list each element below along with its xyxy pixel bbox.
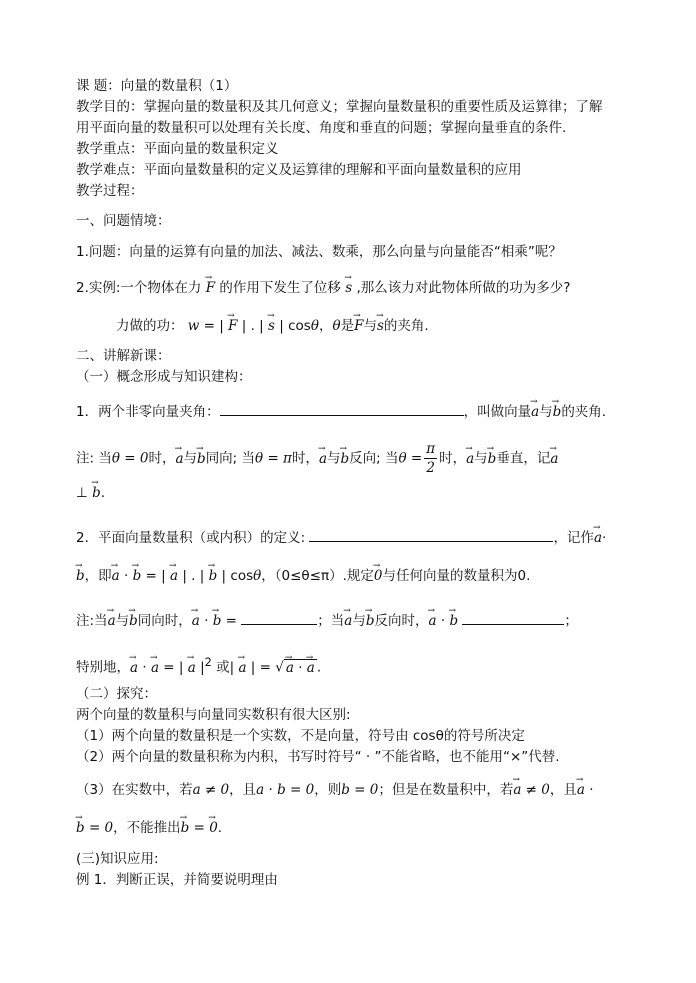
note-part: 与 — [115, 613, 130, 629]
note-part: 与 — [327, 450, 341, 467]
special-part: | — [195, 659, 205, 676]
vector-a: → a — [550, 449, 558, 469]
aims-text-1: 掌握向量的数量积及其几何意义；掌握向量数量积的重要性质及运算律；了解 — [143, 99, 603, 115]
key-point-text: 平面向量的数量积定义 — [143, 141, 279, 157]
fill-blank[interactable] — [220, 401, 464, 416]
definition-1 — [76, 401, 644, 422]
definition-part: ，（0≤θ≤π）.规定 — [261, 568, 374, 584]
point-3 — [76, 780, 644, 800]
point-2 — [76, 747, 644, 767]
math-expression: b = 0 — [341, 782, 379, 798]
aims-text-2: 用平面向量的数量积可以处理有关长度、角度和垂直的问题；掌握向量垂直的条件. — [76, 120, 567, 136]
vector-a: → a — [319, 449, 327, 469]
section-2-heading — [76, 346, 644, 366]
note-part: 注: 当 — [76, 450, 112, 467]
key-point-line — [76, 139, 644, 159]
subsection-1-title: （一）概念形成与知识建构： — [76, 369, 252, 385]
vector-b: → b — [449, 611, 458, 631]
vector-a: → a — [175, 449, 183, 469]
work-formula — [116, 316, 644, 336]
vector-a: → a — [513, 780, 521, 800]
note-part: . — [100, 485, 106, 501]
key-point-label: 教学重点： — [76, 141, 144, 157]
note-1-continued — [76, 483, 644, 503]
question-2-part: ,那么该力对此物体所做的功为多少? — [356, 280, 571, 296]
theta-symbol: θ — [310, 318, 319, 334]
note-2 — [76, 610, 644, 631]
definition-part: | cos — [217, 568, 254, 584]
math-expression: = — [189, 820, 210, 836]
definition-part: ，即 — [84, 568, 112, 584]
note-part: 时， — [291, 450, 319, 467]
definition-part: 与任何向量的数量积为0. — [382, 568, 531, 584]
point-3-part: ，不能推出 — [113, 820, 181, 836]
special-part: 或| — [211, 659, 239, 676]
vector-a: → a — [170, 566, 178, 586]
topic-label: 课 题： — [76, 78, 121, 94]
definition-part: · — [119, 568, 133, 584]
formula-part: | cos — [274, 318, 311, 334]
vector-b: → b — [341, 449, 350, 469]
vector-a: → a — [130, 658, 138, 678]
note-part: ； — [564, 613, 578, 629]
subsection-2-heading — [76, 684, 644, 704]
fraction-denominator: 2 — [426, 460, 435, 476]
definition-part: 1．两个非零向量夹角： — [76, 404, 220, 420]
math-expression: a · b = 0 — [256, 782, 315, 798]
note-part: 时， — [148, 450, 176, 467]
theta-symbol: θ — [332, 318, 341, 334]
formula-part: 与 — [363, 318, 377, 334]
formula-part: = | — [199, 318, 229, 334]
section-1-title: 一、问题情境： — [76, 213, 171, 229]
vector-b: → b — [92, 483, 101, 503]
vector-f: → F — [228, 316, 237, 336]
vector-s: → s — [345, 278, 352, 298]
note-1 — [76, 440, 644, 477]
math-expression: ≠ 0 — [521, 782, 550, 798]
question-2-part: 的作用下发生了位移 — [219, 280, 341, 296]
vector-a: → a — [594, 528, 602, 548]
definition-part: 的夹角. — [561, 404, 607, 420]
note-part: 与 — [352, 613, 366, 629]
zero-vector: → 0 — [209, 818, 218, 838]
example-1 — [76, 870, 644, 890]
topic-line — [76, 76, 644, 96]
note-part: 与 — [474, 450, 488, 467]
vector-a: → a — [108, 611, 116, 631]
question-1 — [76, 242, 644, 262]
vector-s: → s — [268, 316, 275, 336]
formula-part: 是 — [340, 318, 355, 334]
vector-b: → b — [213, 611, 222, 631]
theta-symbol: θ — [253, 568, 262, 584]
point-3-part: ，且 — [549, 782, 577, 798]
definition-part: ，记作 — [553, 530, 594, 546]
vector-a: → a — [344, 611, 352, 631]
process-text: 教学过程： — [76, 183, 144, 199]
aims-line-1 — [76, 97, 644, 117]
note-part: 与 — [183, 450, 198, 467]
note-part: 注:当 — [76, 613, 108, 629]
vector-a: → a — [577, 780, 585, 800]
math-expression: = 0 — [84, 820, 114, 836]
vector-b: → b — [553, 402, 562, 422]
pi-over-two-fraction — [424, 440, 437, 477]
zero-vector: → 0 — [374, 566, 383, 586]
math-expression: θ = — [398, 450, 423, 467]
formula-part: 的夹角. — [383, 318, 429, 334]
note-part: 同向时， — [137, 613, 192, 629]
note-part: 垂直，记 — [496, 450, 551, 467]
point-1 — [76, 726, 644, 746]
vector-s: → s — [377, 316, 384, 336]
definition-part: | . | — [178, 568, 209, 584]
question-2 — [76, 278, 644, 298]
explore-intro — [76, 705, 644, 725]
note-part: 反向; 当 — [349, 450, 399, 467]
definition-2: 2．平面向量数量积（或内积）的定义: ，记作→ a· — [76, 527, 644, 548]
example-1-text: 例 1．判断正误，并简要说明理由 — [76, 872, 278, 888]
fill-blank[interactable] — [462, 610, 564, 625]
vector-a: → a — [307, 658, 315, 678]
vector-a: → a — [429, 611, 437, 631]
vector-a: → a — [151, 658, 159, 678]
vector-b: → b — [197, 449, 206, 469]
vector-b: → b — [76, 566, 85, 586]
topic-text: 向量的数量积（1） — [120, 78, 238, 94]
special-part: · — [138, 659, 151, 676]
subsection-1-heading — [76, 367, 644, 387]
point-3-part: ，则 — [314, 782, 342, 798]
vector-a: → a — [531, 402, 539, 422]
note-part: ；当 — [317, 613, 345, 629]
formula-part: | . | — [237, 318, 269, 334]
math-expression: a ≠ 0 — [192, 782, 230, 798]
vector-a: → a — [238, 658, 246, 678]
special-part: . — [316, 659, 322, 676]
subsection-2-title: （二）探究： — [76, 686, 157, 702]
definition-part: 与 — [539, 404, 553, 420]
difficulty-line — [76, 160, 644, 180]
vector-b: → b — [181, 818, 190, 838]
difficulty-label: 教学难点： — [76, 162, 144, 178]
question-2-part: 2.实例:一个物体在力 — [76, 280, 202, 296]
vector-a: → a — [466, 449, 474, 469]
vector-a: → a — [188, 658, 196, 678]
definition-2-continued — [76, 566, 644, 586]
question-1-text: 1.问题：向量的运算有向量的加法、减法、数乘，那么向量与向量能否“相乘”呢？ — [76, 244, 562, 260]
difficulty-text: 平面向量数量积的定义及运算律的理解和平面向量数量积的应用 — [143, 162, 522, 178]
vector-a: → a — [286, 658, 294, 678]
vector-b: → b — [209, 566, 218, 586]
vector-b: → b — [133, 566, 142, 586]
fill-blank[interactable] — [241, 610, 317, 625]
special-part: | = — [246, 659, 276, 676]
special-case: 特别地，→ a · → a = | → a $|^2$ 或| → a | = √→ a · → a . — [76, 653, 644, 678]
point-1-text: （1）两个向量的数量积是一个实数，不是向量，符号由 cosθ的符号所决定 — [76, 728, 525, 744]
point-2-text: （2）两个向量的数量积称为内积，书写时符号“ · ”不能省略，也不能用“×”代替. — [76, 749, 560, 765]
square-root — [284, 659, 317, 676]
point-3-part: . — [217, 820, 223, 836]
point-3-continued — [76, 818, 644, 838]
special-part: 特别地， — [76, 659, 130, 676]
vector-f: → F — [354, 316, 363, 336]
math-expression: θ = π — [255, 450, 292, 467]
exponent: 2 — [204, 656, 212, 669]
subsection-3-title: (三)知识应用: — [76, 851, 159, 867]
note-part: = — [221, 613, 242, 629]
point-3-part: · — [584, 782, 594, 798]
fraction-numerator: π — [426, 441, 436, 457]
section-2-title: 二、讲解新课： — [76, 348, 171, 364]
point-3-part: （3）在实数中，若 — [76, 782, 193, 798]
note-part: · — [436, 613, 450, 629]
aims-line-2 — [76, 118, 644, 138]
aims-label: 教学目的： — [76, 99, 144, 115]
vector-b: → b — [488, 449, 497, 469]
point-3-part: ，且 — [229, 782, 257, 798]
definition-part: ，叫做向量 — [463, 404, 532, 420]
perpendicular-symbol: ⊥ — [76, 485, 88, 501]
fill-blank[interactable] — [309, 527, 553, 542]
process-heading — [76, 181, 644, 201]
definition-part: = | — [141, 568, 170, 584]
note-part: 反向时， — [374, 613, 429, 629]
note-part: · — [199, 613, 213, 629]
point-3-part: ；但是在数量积中，若 — [378, 782, 514, 798]
vector-b: → b — [366, 611, 375, 631]
work-symbol: w — [187, 318, 200, 334]
vector-a: → a — [112, 566, 120, 586]
special-part: · — [293, 659, 307, 676]
definition-part: 2．平面向量数量积（或内积）的定义: — [76, 530, 306, 546]
note-part: 时， — [439, 450, 467, 467]
vector-b: → b — [129, 611, 138, 631]
section-1-heading — [76, 211, 644, 231]
vector-a: → a — [192, 611, 200, 631]
formula-part: ， — [318, 318, 333, 334]
subsection-3-heading — [76, 849, 644, 869]
vector-f: → F — [206, 278, 215, 298]
special-part: = | — [159, 659, 188, 676]
note-part: 同向; 当 — [205, 450, 256, 467]
work-label: 力做的功： — [116, 318, 184, 334]
vector-b: → b — [76, 818, 85, 838]
explore-intro-text: 两个向量的数量积与向量同实数积有很大区别: — [76, 707, 351, 723]
math-expression: θ = 0 — [111, 450, 149, 467]
